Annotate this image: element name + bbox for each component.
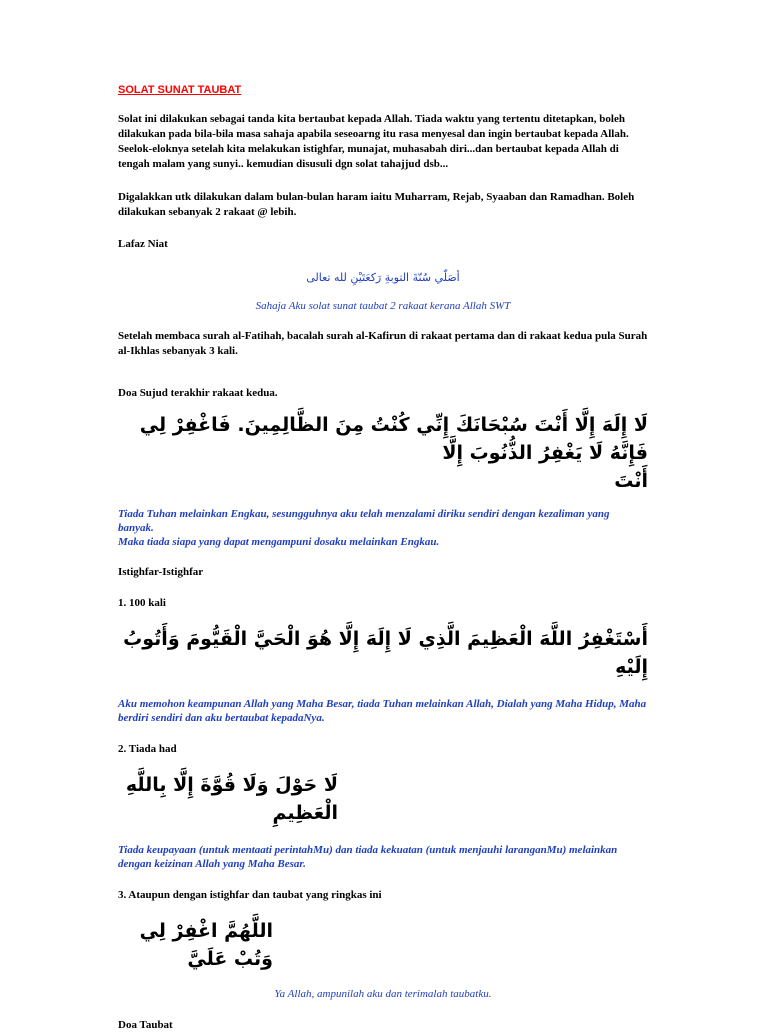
recommend-paragraph: Digalakkan utk dilakukan dalam bulan-bulan haram iaitu Muharram, Rejab, Syaaban dan Ramadhan. Boleh dilakukan sebanyak 2 rakaat @ lebih.: [118, 191, 635, 218]
istighfar-heading: Istighfar-Istighfar: [118, 566, 204, 578]
doa-sujud-translation-block: [118, 507, 648, 549]
doa-sujud-translation-2: Maka tiada siapa yang dapat mengampuni dosaku melainkan Engkau.: [118, 536, 440, 548]
istighfar-item-2-arabic: لَا حَوْلَ وَلَا قُوَّةَ إِلَّا بِاللَّهِ الْعَظِيمِ: [125, 774, 338, 824]
istighfar-item-3-heading: 3. Ataupun dengan istighfar dan taubat yang ringkas ini: [118, 889, 382, 901]
document-page: [118, 84, 648, 1033]
page-title: SOLAT SUNAT TAUBAT: [118, 84, 242, 96]
doa-sujud-arabic-line-1: لَا إِلَهَ إِلَّا أَنْتَ سُبْحَانَكَ إِنِّي كُنْتُ مِنَ الظَّالِمِينَ. فَاغْفِرْ لِي فَإِنَّهُ لَا يَغْفِرُ الذُّنُوبَ إِلَّا: [139, 414, 648, 464]
niat-arabic-text: أصَلّي سُنّةَ التوبةِ رَكعَتَيْنِ لله تعالى: [306, 271, 460, 284]
doa-sujud-heading: Doa Sujud terakhir rakaat kedua.: [118, 387, 278, 399]
surah-paragraph: Setelah membaca surah al-Fatihah, bacalah surah al-Kafirun di rakaat pertama dan di rakaat kedua pula Surah al-Ikhlas sebanyak 3 kali.: [118, 330, 648, 357]
istighfar-item-2-translation: Tiada keupayaan (untuk mentaati perintahMu) dan tiada kekuatan (untuk menjauhi laranganMu) melainkan dengan keizinan Allah yang Maha Besar.: [118, 844, 618, 870]
doa-sujud-arabic-block: [118, 411, 648, 495]
istighfar-item-3-translation: Ya Allah, ampunilah aku dan terimalah taubatku.: [274, 988, 492, 1000]
istighfar-item-2-heading: 2. Tiada had: [118, 743, 177, 755]
doa-sujud-translation-1: Tiada Tuhan melainkan Engkau, sesungguhnya aku telah menzalami diriku sendiri dengan kezaliman yang banyak.: [118, 508, 610, 534]
doa-taubat-heading: Doa Taubat: [118, 1019, 173, 1031]
doa-sujud-arabic-line-2: أَنْتَ: [614, 470, 648, 492]
istighfar-item-3-arabic: اللَّهُمَّ اغْفِرْ لِي وَتُبْ عَلَيَّ: [139, 920, 273, 970]
istighfar-item-1-arabic: أَسْتَغْفِرُ اللَّهَ الْعَظِيمَ الَّذِي لَا إِلَهَ إِلَّا هُوَ الْحَيَّ الْقَيُّومَ وَأَتُوبُ إِلَيْهِ: [123, 628, 648, 678]
lafaz-niat-heading: Lafaz Niat: [118, 238, 168, 250]
istighfar-item-1-heading: 1. 100 kali: [118, 597, 166, 609]
intro-paragraph: Solat ini dilakukan sebagai tanda kita bertaubat kepada Allah. Tiada waktu yang tertentu ditetapkan, boleh dilakukan pada bila-bila masa sahaja apabila seseoarng itu rasa menyesal dan ingin bertaubat kepada Allah. Seelok-eloknya setelah kita melakukan istighfar, munajat, muhasabah diri...dan bertaubat kepada Allah di tengah malam yang sunyi.. kemudian disusuli dgn solat tahajjud dsb...: [118, 113, 629, 170]
istighfar-item-1-translation: Aku memohon keampunan Allah yang Maha Besar, tiada Tuhan melainkan Allah, Dialah yang Maha Hidup, Maha berdiri sendiri dan aku bertaubat kepadaNya.: [118, 698, 647, 724]
niat-translation: Sahaja Aku solat sunat taubat 2 rakaat kerana Allah SWT: [255, 300, 511, 312]
